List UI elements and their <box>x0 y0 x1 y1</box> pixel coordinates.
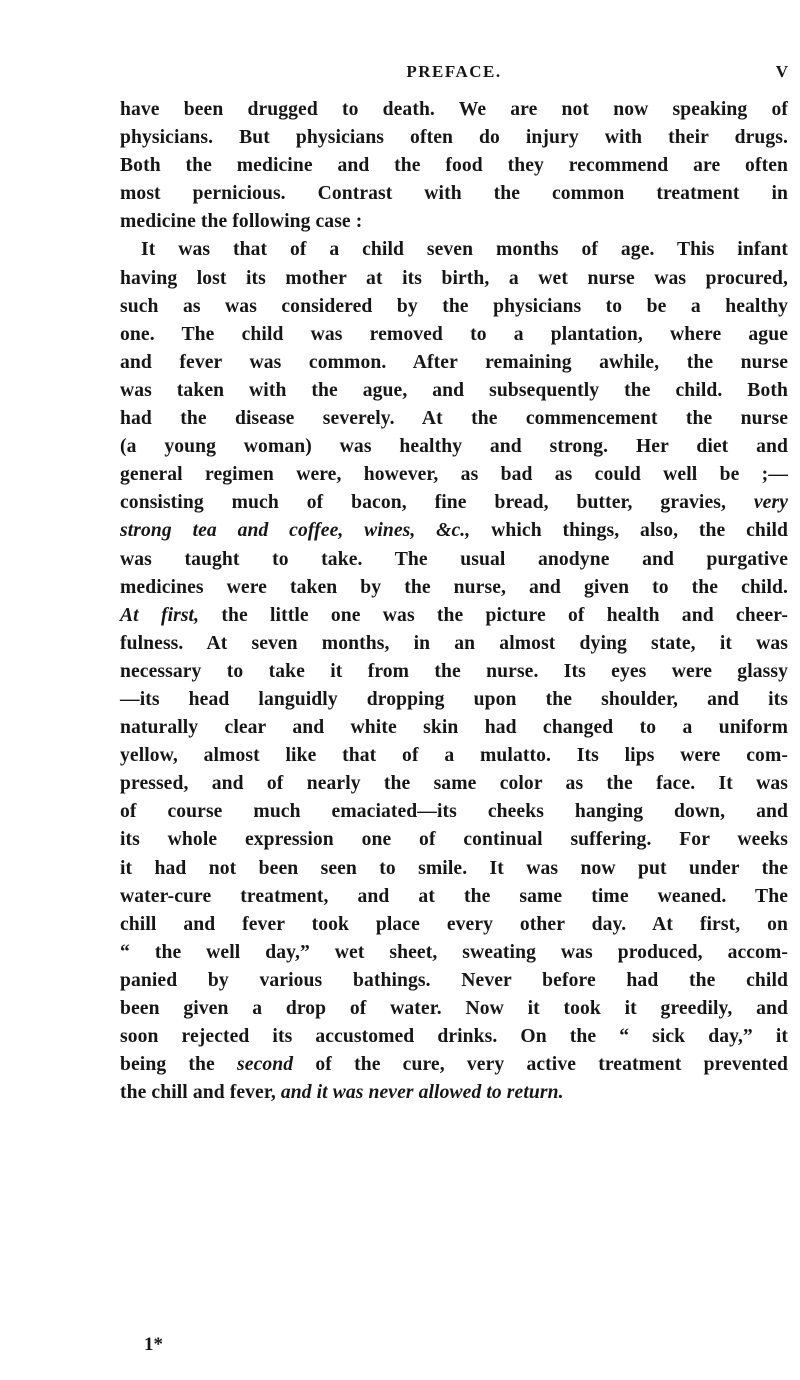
line-text: been given a drop of water. Now it took it greedily, and <box>120 998 788 1019</box>
running-title: PREFACE. <box>406 62 502 81</box>
line-text: medicine the following case : <box>120 211 363 233</box>
line-text: chill and fever took place every other day. At first, on <box>120 913 788 935</box>
running-head <box>120 62 788 86</box>
line-text: (a young woman) was healthy and strong. Her diet and <box>120 436 788 458</box>
text-line <box>120 349 788 377</box>
text-line <box>120 124 788 152</box>
text-line <box>120 265 788 293</box>
text-line <box>120 770 788 798</box>
line-text: being the <box>120 1054 215 1076</box>
line-text: general regimen were, however, as bad as could well be ;— <box>120 464 788 486</box>
line-text: fulness. At seven months, in an almost dying state, it was <box>120 632 788 654</box>
line-text: of course much emaciated—its cheeks hanging down, and <box>120 801 788 823</box>
text-line <box>120 377 788 405</box>
text-line <box>120 546 788 574</box>
line-text: yellow, almost like that of a mulatto. Its lips were com- <box>120 745 788 767</box>
text-line <box>120 433 788 461</box>
text-line <box>120 742 788 770</box>
line-text: naturally clear and white skin had changed to a uniform <box>120 717 788 739</box>
line-text: soon rejected its accustomed drinks. On the “ sick day,” it <box>120 1026 788 1048</box>
text-line <box>120 321 788 349</box>
line-text: panied by various bathings. Never before had the child <box>120 969 788 991</box>
text-line <box>120 995 788 1023</box>
signature-mark: 1* <box>144 1334 163 1355</box>
text-line <box>120 630 788 658</box>
text-line <box>120 855 788 883</box>
text-line <box>120 658 788 686</box>
line-text: most pernicious. Contrast with the common treatment in <box>120 183 788 205</box>
italic-text: At first, <box>120 604 200 626</box>
text-line <box>120 236 788 264</box>
body-text <box>120 96 788 1107</box>
text-line <box>120 883 788 911</box>
italic-text: second <box>237 1054 294 1076</box>
line-text: pressed, and of nearly the same color as the face. It was <box>120 773 788 795</box>
line-text: medicines were taken by the nurse, and given to the child. <box>120 576 788 598</box>
page-number: V <box>775 62 788 81</box>
text-line <box>120 967 788 995</box>
text-line <box>120 939 788 967</box>
line-text: the chill and fever, <box>120 1082 276 1104</box>
line-text: was taken with the ague, and subsequently the child. Both <box>120 379 788 401</box>
line-text: water-cure treatment, and at the same time weaned. The <box>120 885 788 907</box>
line-text: physicians. But physicians often do injury with their drugs. <box>120 127 788 149</box>
text-line <box>120 714 788 742</box>
text-line <box>120 1051 788 1079</box>
text-line <box>120 911 788 939</box>
text-line <box>120 489 788 517</box>
text-line <box>120 152 788 180</box>
line-text: had the disease severely. At the commencement the nurse <box>120 408 788 430</box>
line-text: the little one was the picture of health and cheer- <box>221 604 789 626</box>
italic-text: and it was never allowed to return. <box>280 1082 564 1104</box>
line-text: necessary to take it from the nurse. Its eyes were glassy <box>120 660 788 682</box>
line-text: and fever was common. After remaining awhile, the nurse <box>120 351 788 373</box>
text-line <box>120 686 788 714</box>
text-line <box>120 574 788 602</box>
line-text: —its head languidly dropping upon the shoulder, and its <box>120 688 788 710</box>
line-text: “ the well day,” wet sheet, sweating was produced, accom- <box>120 941 788 963</box>
text-line <box>120 293 788 321</box>
text-line <box>120 180 788 208</box>
line-text: consisting much of bacon, fine bread, butter, gravies, <box>120 492 726 514</box>
italic-text: very <box>753 492 789 514</box>
line-text: its whole expression one of continual suffering. For weeks <box>120 829 788 851</box>
line-text: which things, also, the child <box>491 520 788 542</box>
text-line <box>120 405 788 433</box>
line-text: It was that of a child seven months of age. This infant <box>141 239 788 261</box>
line-text: have been drugged to death. We are not now speaking of <box>120 99 788 120</box>
line-text: such as was considered by the physicians to be a healthy <box>120 295 788 317</box>
text-line <box>120 96 788 124</box>
line-text: one. The child was removed to a plantation, where ague <box>120 323 788 345</box>
line-text: of the cure, very active treatment prevented <box>315 1054 789 1076</box>
line-text: Both the medicine and the food they recommend are often <box>120 155 788 177</box>
line-text: having lost its mother at its birth, a wet nurse was procured, <box>120 267 788 289</box>
text-line <box>120 798 788 826</box>
text-line <box>120 826 788 854</box>
italic-text: strong tea and coffee, wines, &c., <box>120 520 471 542</box>
text-line <box>120 1023 788 1051</box>
text-line <box>120 602 788 630</box>
text-line <box>120 1079 788 1107</box>
line-text: was taught to take. The usual anodyne and purgative <box>120 548 788 570</box>
text-line <box>120 461 788 489</box>
text-line <box>120 208 788 236</box>
text-line <box>120 517 788 545</box>
line-text: it had not been seen to smile. It was now put under the <box>120 857 788 879</box>
